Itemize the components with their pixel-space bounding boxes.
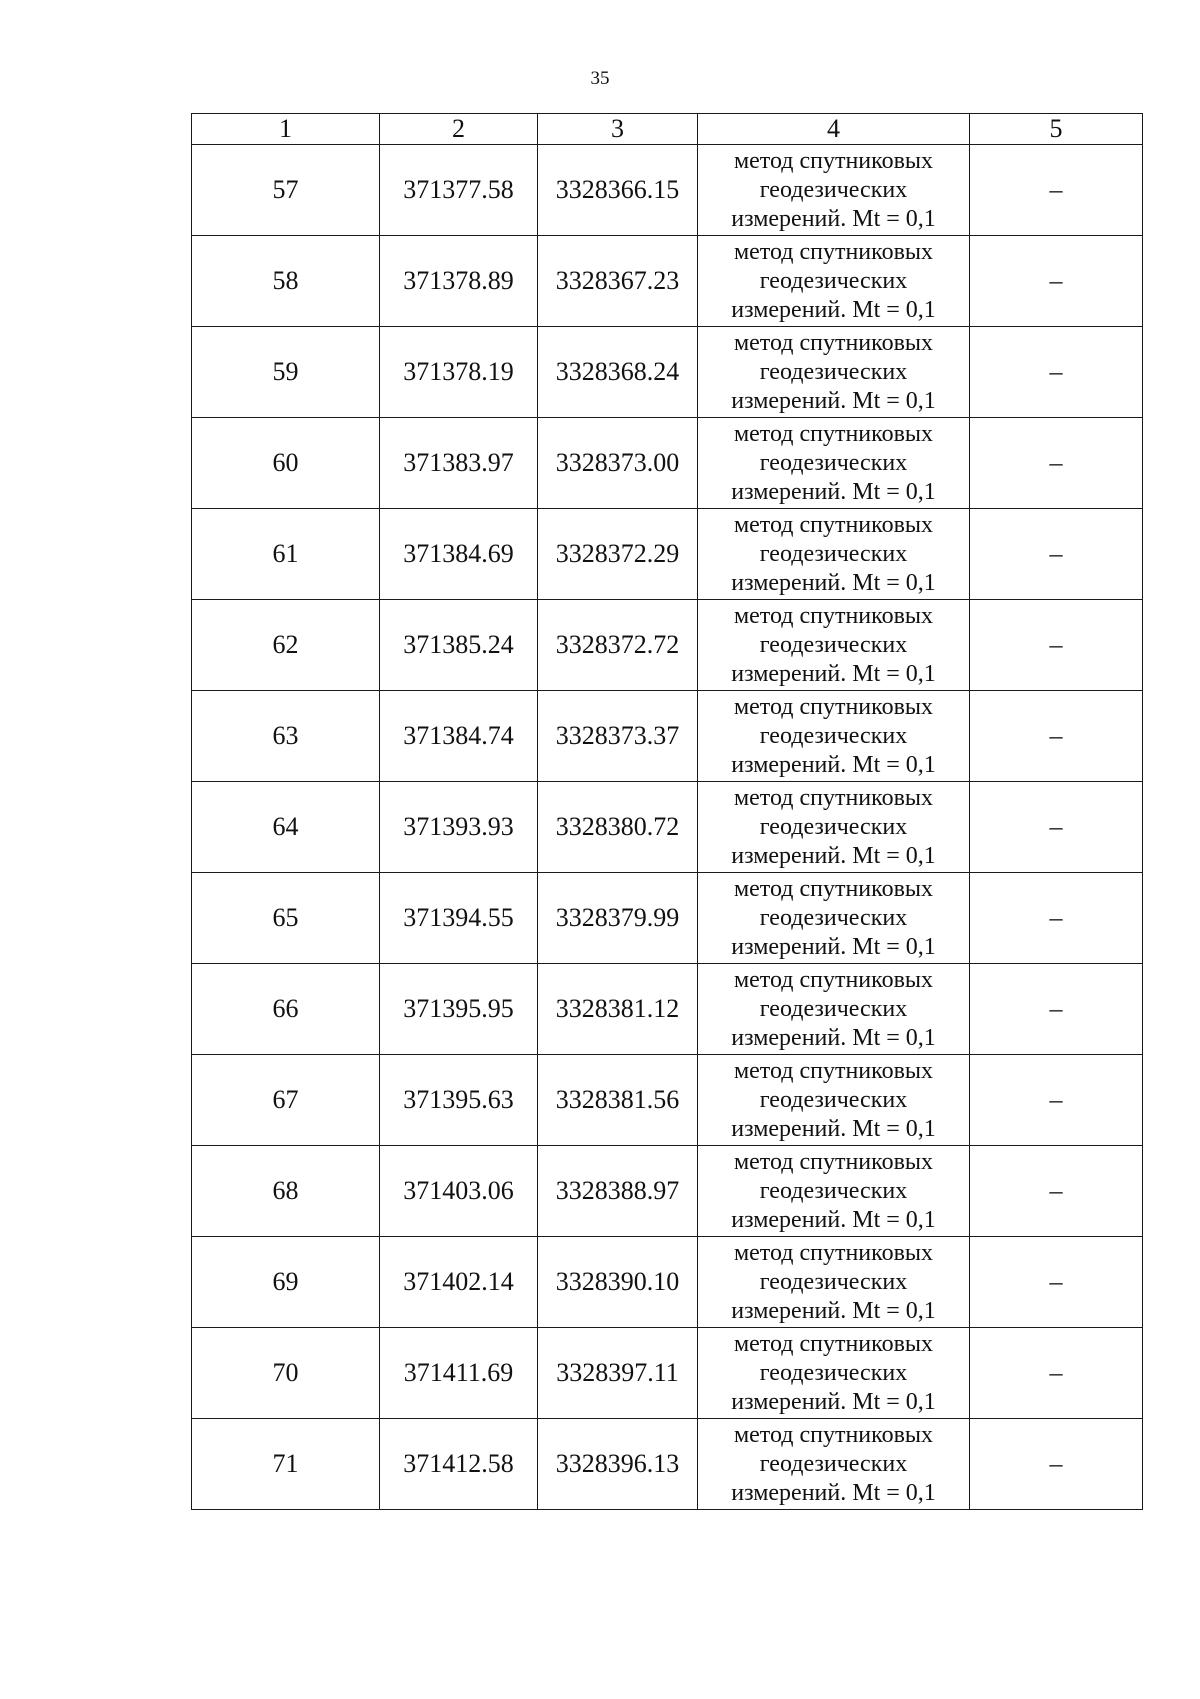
note-cell: – bbox=[970, 691, 1143, 782]
method-cell bbox=[698, 509, 970, 600]
method-line: измерений. Mt = 0,1 bbox=[731, 660, 936, 687]
point-number-cell: 61 bbox=[192, 509, 380, 600]
y-coordinate-cell: 3328373.00 bbox=[538, 418, 698, 509]
method-cell bbox=[698, 964, 970, 1055]
y-coordinate-cell: 3328368.24 bbox=[538, 327, 698, 418]
point-number-cell: 64 bbox=[192, 782, 380, 873]
header-col-5: 5 bbox=[970, 114, 1143, 145]
method-line: измерений. Mt = 0,1 bbox=[731, 1024, 936, 1051]
method-line: метод спутниковых bbox=[733, 511, 934, 538]
method-line: геодезических bbox=[759, 1268, 908, 1295]
method-cell bbox=[698, 1055, 970, 1146]
header-col-3: 3 bbox=[538, 114, 698, 145]
x-coordinate-cell: 371384.69 bbox=[380, 509, 538, 600]
method-line: геодезических bbox=[759, 1086, 908, 1113]
note-cell: – bbox=[970, 236, 1143, 327]
table-row bbox=[192, 145, 1143, 236]
x-coordinate-cell: 371378.19 bbox=[380, 327, 538, 418]
table-row bbox=[192, 691, 1143, 782]
y-coordinate-cell: 3328381.12 bbox=[538, 964, 698, 1055]
table-row bbox=[192, 600, 1143, 691]
point-number-cell: 70 bbox=[192, 1328, 380, 1419]
method-line: измерений. Mt = 0,1 bbox=[731, 296, 936, 323]
header-col-2: 2 bbox=[380, 114, 538, 145]
method-line: метод спутниковых bbox=[733, 420, 934, 447]
method-cell bbox=[698, 236, 970, 327]
note-cell: – bbox=[970, 873, 1143, 964]
note-cell: – bbox=[970, 418, 1143, 509]
note-cell: – bbox=[970, 1146, 1143, 1237]
header-col-4: 4 bbox=[698, 114, 970, 145]
method-cell bbox=[698, 1237, 970, 1328]
x-coordinate-cell: 371384.74 bbox=[380, 691, 538, 782]
method-line: геодезических bbox=[759, 1359, 908, 1386]
method-cell bbox=[698, 600, 970, 691]
method-cell bbox=[698, 873, 970, 964]
note-cell: – bbox=[970, 600, 1143, 691]
y-coordinate-cell: 3328388.97 bbox=[538, 1146, 698, 1237]
method-cell bbox=[698, 1419, 970, 1510]
x-coordinate-cell: 371393.93 bbox=[380, 782, 538, 873]
method-line: измерений. Mt = 0,1 bbox=[731, 478, 936, 505]
table-row bbox=[192, 1419, 1143, 1510]
table-row bbox=[192, 418, 1143, 509]
y-coordinate-cell: 3328396.13 bbox=[538, 1419, 698, 1510]
method-line: геодезических bbox=[759, 1177, 908, 1204]
point-number-cell: 69 bbox=[192, 1237, 380, 1328]
method-line: измерений. Mt = 0,1 bbox=[731, 1479, 936, 1506]
method-line: измерений. Mt = 0,1 bbox=[731, 569, 936, 596]
method-line: метод спутниковых bbox=[733, 784, 934, 811]
method-line: геодезических bbox=[759, 631, 908, 658]
y-coordinate-cell: 3328381.56 bbox=[538, 1055, 698, 1146]
method-line: геодезических bbox=[759, 176, 908, 203]
x-coordinate-cell: 371385.24 bbox=[380, 600, 538, 691]
table-row bbox=[192, 327, 1143, 418]
method-line: геодезических bbox=[759, 995, 908, 1022]
point-number-cell: 71 bbox=[192, 1419, 380, 1510]
method-cell bbox=[698, 145, 970, 236]
method-cell bbox=[698, 691, 970, 782]
table-row bbox=[192, 1146, 1143, 1237]
method-line: геодезических bbox=[759, 904, 908, 931]
x-coordinate-cell: 371412.58 bbox=[380, 1419, 538, 1510]
method-line: измерений. Mt = 0,1 bbox=[731, 842, 936, 869]
note-cell: – bbox=[970, 1055, 1143, 1146]
point-number-cell: 68 bbox=[192, 1146, 380, 1237]
x-coordinate-cell: 371403.06 bbox=[380, 1146, 538, 1237]
point-number-cell: 67 bbox=[192, 1055, 380, 1146]
method-line: метод спутниковых bbox=[733, 329, 934, 356]
y-coordinate-cell: 3328366.15 bbox=[538, 145, 698, 236]
method-line: метод спутниковых bbox=[733, 1148, 934, 1175]
note-cell: – bbox=[970, 327, 1143, 418]
x-coordinate-cell: 371377.58 bbox=[380, 145, 538, 236]
table-row bbox=[192, 1055, 1143, 1146]
x-coordinate-cell: 371402.14 bbox=[380, 1237, 538, 1328]
point-number-cell: 57 bbox=[192, 145, 380, 236]
header-col-1: 1 bbox=[192, 114, 380, 145]
page-number: 35 bbox=[590, 68, 610, 89]
method-line: метод спутниковых bbox=[733, 1330, 934, 1357]
method-line: геодезических bbox=[759, 449, 908, 476]
x-coordinate-cell: 371395.63 bbox=[380, 1055, 538, 1146]
method-line: метод спутниковых bbox=[733, 1057, 934, 1084]
point-number-cell: 63 bbox=[192, 691, 380, 782]
table-row bbox=[192, 509, 1143, 600]
method-line: измерений. Mt = 0,1 bbox=[731, 1297, 936, 1324]
method-line: измерений. Mt = 0,1 bbox=[731, 933, 936, 960]
x-coordinate-cell: 371383.97 bbox=[380, 418, 538, 509]
point-number-cell: 62 bbox=[192, 600, 380, 691]
method-cell bbox=[698, 418, 970, 509]
method-line: измерений. Mt = 0,1 bbox=[731, 1206, 936, 1233]
method-line: метод спутниковых bbox=[733, 1421, 934, 1448]
method-cell bbox=[698, 1328, 970, 1419]
table-row bbox=[192, 1328, 1143, 1419]
y-coordinate-cell: 3328397.11 bbox=[538, 1328, 698, 1419]
method-line: геодезических bbox=[759, 267, 908, 294]
method-line: геодезических bbox=[759, 358, 908, 385]
x-coordinate-cell: 371395.95 bbox=[380, 964, 538, 1055]
method-line: измерений. Mt = 0,1 bbox=[731, 387, 936, 414]
note-cell: – bbox=[970, 964, 1143, 1055]
method-line: геодезических bbox=[759, 722, 908, 749]
method-line: метод спутниковых bbox=[733, 693, 934, 720]
table-body bbox=[192, 145, 1143, 1510]
method-cell bbox=[698, 327, 970, 418]
note-cell: – bbox=[970, 782, 1143, 873]
method-line: метод спутниковых bbox=[733, 602, 934, 629]
method-cell bbox=[698, 782, 970, 873]
x-coordinate-cell: 371411.69 bbox=[380, 1328, 538, 1419]
note-cell: – bbox=[970, 509, 1143, 600]
y-coordinate-cell: 3328372.29 bbox=[538, 509, 698, 600]
table-row bbox=[192, 1237, 1143, 1328]
coordinates-table bbox=[191, 113, 1143, 1510]
x-coordinate-cell: 371394.55 bbox=[380, 873, 538, 964]
method-line: измерений. Mt = 0,1 bbox=[731, 1115, 936, 1142]
method-line: измерений. Mt = 0,1 bbox=[731, 205, 936, 232]
y-coordinate-cell: 3328373.37 bbox=[538, 691, 698, 782]
note-cell: – bbox=[970, 1419, 1143, 1510]
y-coordinate-cell: 3328379.99 bbox=[538, 873, 698, 964]
point-number-cell: 66 bbox=[192, 964, 380, 1055]
method-line: метод спутниковых bbox=[733, 238, 934, 265]
method-line: геодезических bbox=[759, 813, 908, 840]
table-row bbox=[192, 236, 1143, 327]
note-cell: – bbox=[970, 1237, 1143, 1328]
method-line: геодезических bbox=[759, 1450, 908, 1477]
y-coordinate-cell: 3328380.72 bbox=[538, 782, 698, 873]
method-line: измерений. Mt = 0,1 bbox=[731, 1388, 936, 1415]
note-cell: – bbox=[970, 1328, 1143, 1419]
table-row bbox=[192, 782, 1143, 873]
note-cell: – bbox=[970, 145, 1143, 236]
point-number-cell: 58 bbox=[192, 236, 380, 327]
y-coordinate-cell: 3328390.10 bbox=[538, 1237, 698, 1328]
point-number-cell: 60 bbox=[192, 418, 380, 509]
y-coordinate-cell: 3328372.72 bbox=[538, 600, 698, 691]
y-coordinate-cell: 3328367.23 bbox=[538, 236, 698, 327]
point-number-cell: 59 bbox=[192, 327, 380, 418]
method-line: метод спутниковых bbox=[733, 1239, 934, 1266]
method-cell bbox=[698, 1146, 970, 1237]
table-row bbox=[192, 964, 1143, 1055]
method-line: измерений. Mt = 0,1 bbox=[731, 751, 936, 778]
method-line: метод спутниковых bbox=[733, 966, 934, 993]
table-header-row bbox=[192, 114, 1143, 145]
table-row bbox=[192, 873, 1143, 964]
x-coordinate-cell: 371378.89 bbox=[380, 236, 538, 327]
method-line: метод спутниковых bbox=[733, 875, 934, 902]
method-line: геодезических bbox=[759, 540, 908, 567]
method-line: метод спутниковых bbox=[733, 147, 934, 174]
point-number-cell: 65 bbox=[192, 873, 380, 964]
